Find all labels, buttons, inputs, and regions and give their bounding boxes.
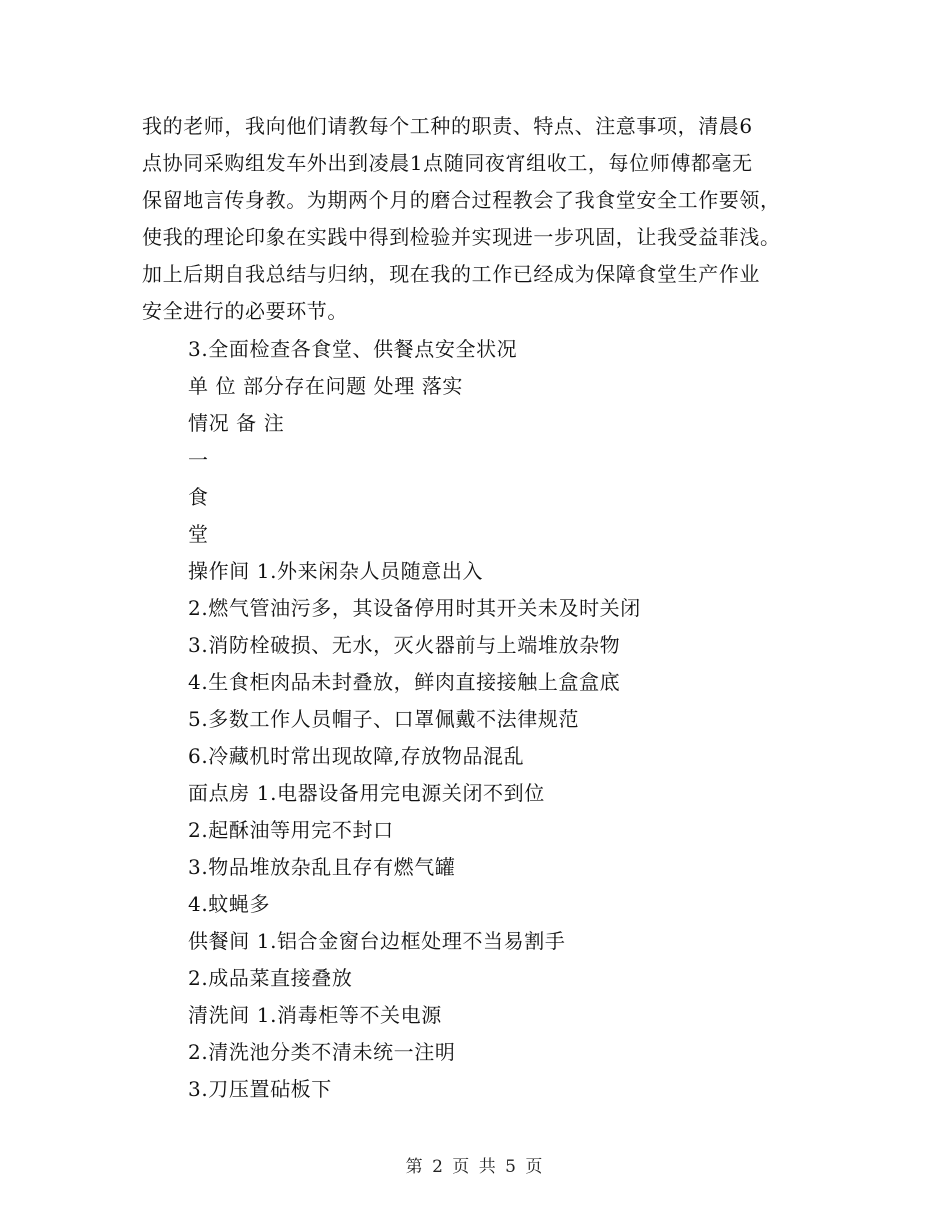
list-item: 供餐间 1.铝合金窗台边框处理不当易割手 [188,929,566,953]
table-header-row: 情况 备 注 [188,411,285,435]
paragraph-line: 保留地言传身教。为期两个月的磨合过程教会了我食堂安全工作要领， [142,188,781,212]
list-item: 2.燃气管油污多，其设备停用时其开关未及时关闭 [188,596,641,620]
inspection-list [188,331,868,1108]
list-item: 3.刀压置砧板下 [188,1077,332,1101]
list-item: 5.多数工作人员帽子、口罩佩戴不法律规范 [188,707,580,731]
list-item: 一 [188,448,209,472]
list-item: 3.消防栓破损、无水，灭火器前与上端堆放杂物 [188,633,621,657]
paragraph-line: 加上后期自我总结与归纳，现在我的工作已经成为保障食堂生产作业 [142,262,760,286]
body-paragraph [142,108,822,330]
list-item: 6.冷藏机时常出现故障,存放物品混乱 [188,744,525,768]
paragraph-line: 使我的理论印象在实践中得到检验并实现进一步巩固，让我受益菲浅。 [142,225,781,249]
list-item: 面点房 1.电器设备用完电源关闭不到位 [188,781,545,805]
list-item: 操作间 1.外来闲杂人员随意出入 [188,559,484,583]
page-number-footer: 第 2 页 共 5 页 [405,1157,545,1177]
list-item: 2.清洗池分类不清未统一注明 [188,1040,456,1064]
paragraph-line: 安全进行的必要环节。 [142,299,348,323]
list-item: 堂 [188,522,209,546]
list-item: 4.蚊蝇多 [188,892,271,916]
paragraph-line: 我的老师，我向他们请教每个工种的职责、特点、注意事项，清晨6 [142,114,753,138]
list-item: 2.起酥油等用完不封口 [188,818,394,842]
section-heading: 3.全面检查各食堂、供餐点安全状况 [188,337,518,361]
list-item: 清洗间 1.消毒柜等不关电源 [188,1003,442,1027]
paragraph-line: 点协同采购组发车外出到凌晨1点随同夜宵组收工，每位师傅都毫无 [142,151,753,175]
table-header-row: 单 位 部分存在问题 处理 落实 [188,374,464,398]
list-item: 食 [188,485,209,509]
list-item: 3.物品堆放杂乱且存有燃气罐 [188,855,456,879]
list-item: 4.生食柜肉品未封叠放，鲜肉直接接触上盒盒底 [188,670,621,694]
list-item: 2.成品菜直接叠放 [188,966,353,990]
